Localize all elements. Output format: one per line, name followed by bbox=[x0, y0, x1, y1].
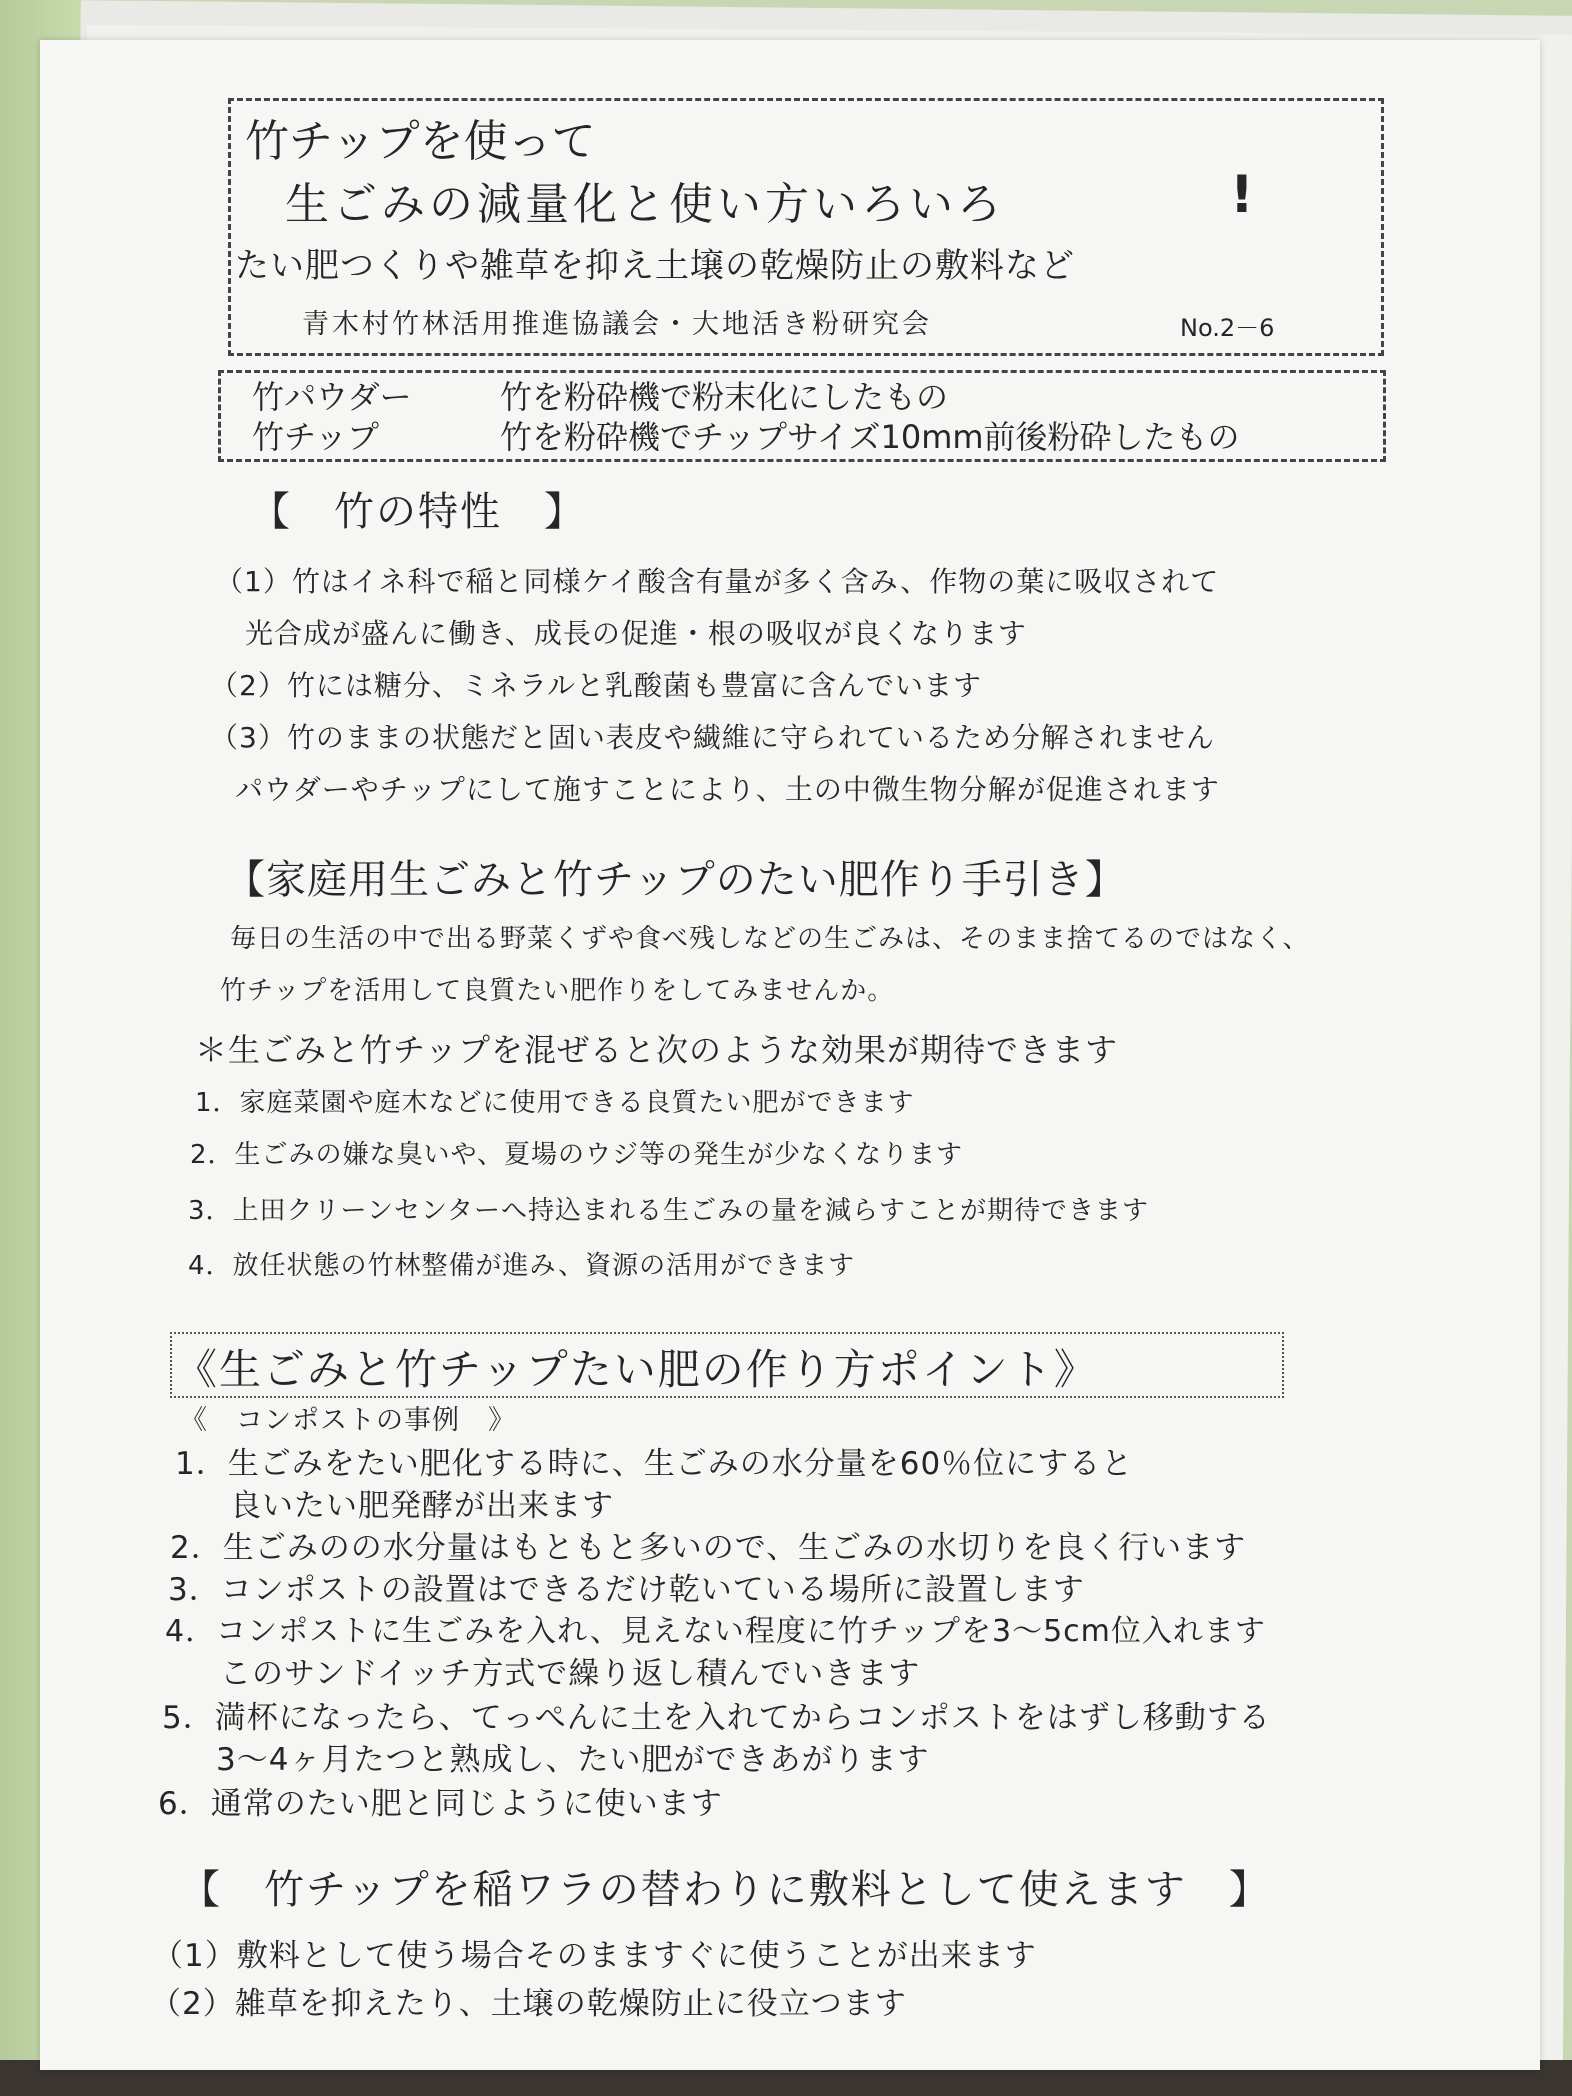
section-heading-characteristics: 【 竹の特性 】 bbox=[250, 489, 586, 535]
effects-heading: ＊生ごみと竹チップを混ぜると次のような効果が期待できます bbox=[195, 1031, 1119, 1069]
mulch-item: （2）雑草を抑えたり、土壌の乾燥防止に役立つます bbox=[150, 1986, 907, 2022]
method-step: 5．満杯になったら、てっぺんに土を入れてからコンポストをはずし移動する bbox=[162, 1700, 1271, 1736]
title-line-3: たい肥つくりや雑草を抑え土壌の乾燥防止の敷料など bbox=[235, 246, 1075, 286]
effect-item: 4．放任状態の竹林整備が進み、資源の活用ができます bbox=[188, 1251, 856, 1281]
characteristic-line: （3）竹のままの状態だと固い表皮や繊維に守られているため分解されません bbox=[210, 721, 1215, 754]
method-subheading: 《 コンポストの事例 》 bbox=[180, 1405, 516, 1436]
method-step: 良いたい肥発酵が出来ます bbox=[230, 1488, 614, 1524]
definition-term: 竹パウダー bbox=[252, 378, 412, 416]
guide-intro-line: 竹チップを活用して良質たい肥作りをしてみませんか。 bbox=[220, 976, 895, 1006]
title-line-1: 竹チップを使って bbox=[245, 116, 596, 167]
mulch-item: （1）敷料として使う場合そのまますぐに使うことが出来ます bbox=[152, 1938, 1037, 1974]
section-heading-guide: 【家庭用生ごみと竹チップのたい肥作り手引き】 bbox=[225, 857, 1126, 903]
section-heading-mulch: 【 竹チップを稲ワラの替わりに敷料として使えます 】 bbox=[180, 1867, 1271, 1913]
method-step: 3．コンポストの設置はできるだけ乾いている場所に設置します bbox=[168, 1572, 1085, 1608]
characteristic-line: パウダーやチップにして施すことにより、土の中微生物分解が促進されます bbox=[235, 773, 1220, 806]
method-step: 1．生ごみをたい肥化する時に、生ごみの水分量を60％位にすると bbox=[175, 1446, 1134, 1482]
effect-item: 1．家庭菜園や庭木などに使用できる良質たい肥ができます bbox=[195, 1088, 915, 1118]
title-exclamation: ! bbox=[1230, 165, 1254, 225]
section-heading-method: 《生ごみと竹チップたい肥の作り方ポイント》 bbox=[175, 1345, 1098, 1394]
flyer-page bbox=[40, 40, 1540, 2070]
method-step: 2．生ごみのの水分量はもともと多いので、生ごみの水切りを良く行います bbox=[170, 1530, 1247, 1566]
organization: 青木村竹林活用推進協議会・大地活き粉研究会 bbox=[302, 309, 932, 340]
effect-item: 3．上田クリーンセンターへ持込まれる生ごみの量を減らすことが期待できます bbox=[188, 1196, 1149, 1226]
method-step: 6．通常のたい肥と同じように使います bbox=[158, 1786, 723, 1822]
characteristic-line: （1）竹はイネ科で稲と同様ケイ酸含有量が多く含み、作物の葉に吸収されて bbox=[215, 565, 1220, 598]
method-step: このサンドイッチ方式で繰り返し積んでいきます bbox=[220, 1656, 921, 1692]
definition-term: 竹チップ bbox=[252, 418, 380, 456]
issue-number: No.2－6 bbox=[1180, 314, 1275, 342]
definition-desc: 竹を粉砕機でチップサイズ10mm前後粉砕したもの bbox=[500, 418, 1240, 456]
effect-item: 2．生ごみの嫌な臭いや、夏場のウジ等の発生が少なくなります bbox=[190, 1140, 964, 1170]
guide-intro-line: 毎日の生活の中で出る野菜くずや食べ残しなどの生ごみは、そのまま捨てるのではなく、 bbox=[230, 924, 1310, 954]
definition-desc: 竹を粉砕機で粉末化にしたもの bbox=[500, 378, 949, 416]
method-step: 4．コンポストに生ごみを入れ、見えない程度に竹チップを3～5cm位入れます bbox=[165, 1614, 1266, 1649]
characteristic-line: 光合成が盛んに働き、成長の促進・根の吸収が良くなります bbox=[245, 617, 1027, 650]
characteristic-line: （2）竹には糖分、ミネラルと乳酸菌も豊富に含んでいます bbox=[210, 669, 982, 702]
title-line-2: 生ごみの減量化と使い方いろいろ bbox=[285, 179, 1005, 230]
method-step: 3～4ヶ月たつと熟成し、たい肥ができあがります bbox=[216, 1742, 930, 1778]
